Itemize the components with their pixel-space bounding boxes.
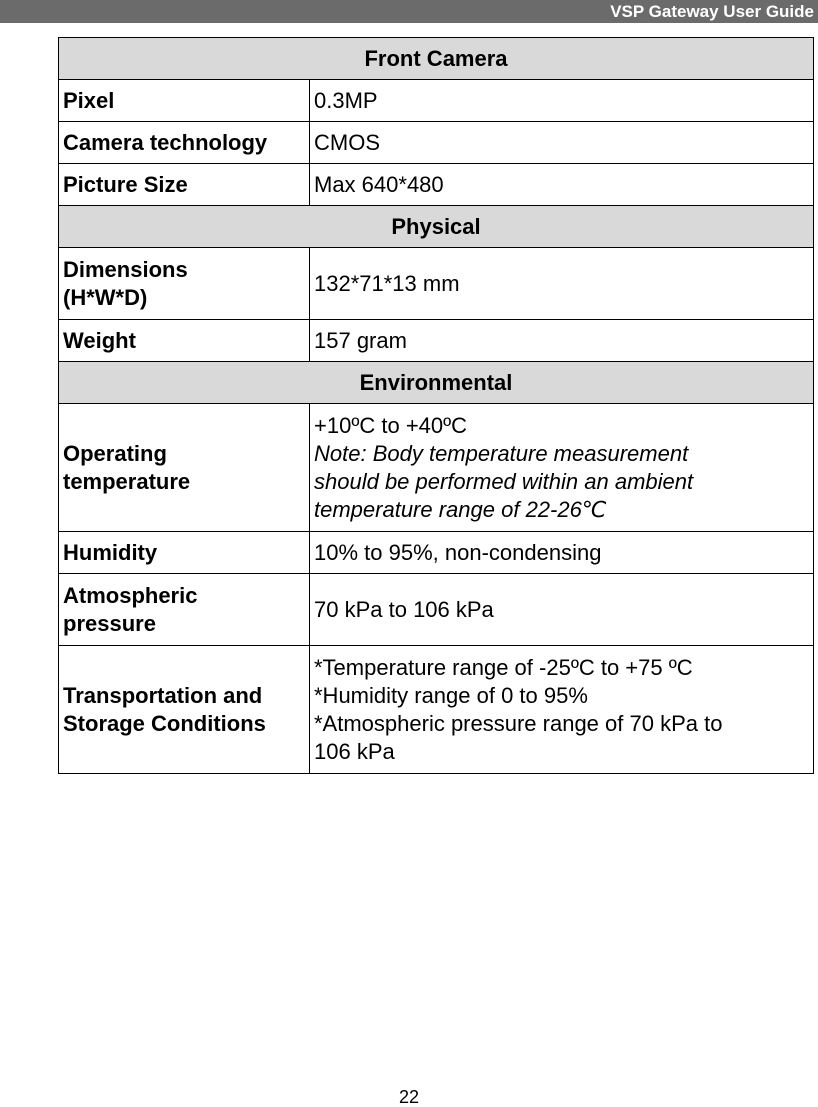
row-value-dimensions: 132*71*13 mm [310,248,814,320]
row-label-dimensions-line2: (H*W*D) [63,284,148,310]
row-label-transport-storage-line2: Storage Conditions [63,710,266,736]
row-value-atmospheric-pressure: 70 kPa to 106 kPa [310,574,814,646]
transport-storage-pressure-line2: 106 kPa [314,738,395,764]
section-row-environmental [59,362,814,404]
row-label-humidity: Humidity [59,532,310,574]
document-title: VSP Gateway User Guide [610,2,814,21]
transport-storage-humidity: *Humidity range of 0 to 95% [314,682,588,708]
document-header [0,0,818,23]
row-value-humidity: 10% to 95%, non-condensing [310,532,814,574]
section-heading-front-camera: Front Camera [59,38,814,80]
table-row [59,320,814,362]
table-row [59,404,814,532]
operating-temperature-note-line1: Note: Body temperature measurement [314,440,689,466]
transport-storage-temperature: *Temperature range of -25ºC to +75 ºC [314,654,693,680]
section-heading-physical: Physical [59,206,814,248]
row-label-dimensions [59,248,310,320]
row-label-atmospheric-pressure [59,574,310,646]
section-heading-environmental: Environmental [59,362,814,404]
row-value-weight: 157 gram [310,320,814,362]
row-value-picture-size: Max 640*480 [310,164,814,206]
row-label-dimensions-line1: Dimensions [63,256,188,282]
table-row [59,164,814,206]
row-label-atmospheric-pressure-line1: Atmospheric [63,582,198,608]
row-label-picture-size: Picture Size [59,164,310,206]
section-row-physical [59,206,814,248]
operating-temperature-range: +10ºC to +40ºC [314,412,468,438]
row-label-operating-temperature-line2: temperature [63,468,191,494]
specifications-table [58,37,814,774]
table-row [59,574,814,646]
row-label-camera-technology: Camera technology [59,122,310,164]
transport-storage-pressure-line1: *Atmospheric pressure range of 70 kPa to [314,710,723,736]
operating-temperature-note-line3: temperature range of 22-26℃ [314,496,607,522]
row-label-transport-storage-line1: Transportation and [63,682,263,708]
page-number: 22 [398,1087,420,1107]
table-row [59,122,814,164]
table-row [59,532,814,574]
row-label-operating-temperature [59,404,310,532]
section-row-front-camera [59,38,814,80]
row-label-operating-temperature-line1: Operating [63,440,167,466]
table-row [59,248,814,320]
row-label-pixel: Pixel [59,80,310,122]
table-row [59,80,814,122]
operating-temperature-note-line2: should be performed within an ambient [314,468,694,494]
row-value-pixel: 0.3MP [310,80,814,122]
row-label-transport-storage [59,646,310,774]
row-value-camera-technology: CMOS [310,122,814,164]
row-value-transport-storage [310,646,814,774]
row-label-atmospheric-pressure-line2: pressure [63,610,156,636]
row-label-weight: Weight [59,320,310,362]
table-row [59,646,814,774]
row-value-operating-temperature [310,404,814,532]
